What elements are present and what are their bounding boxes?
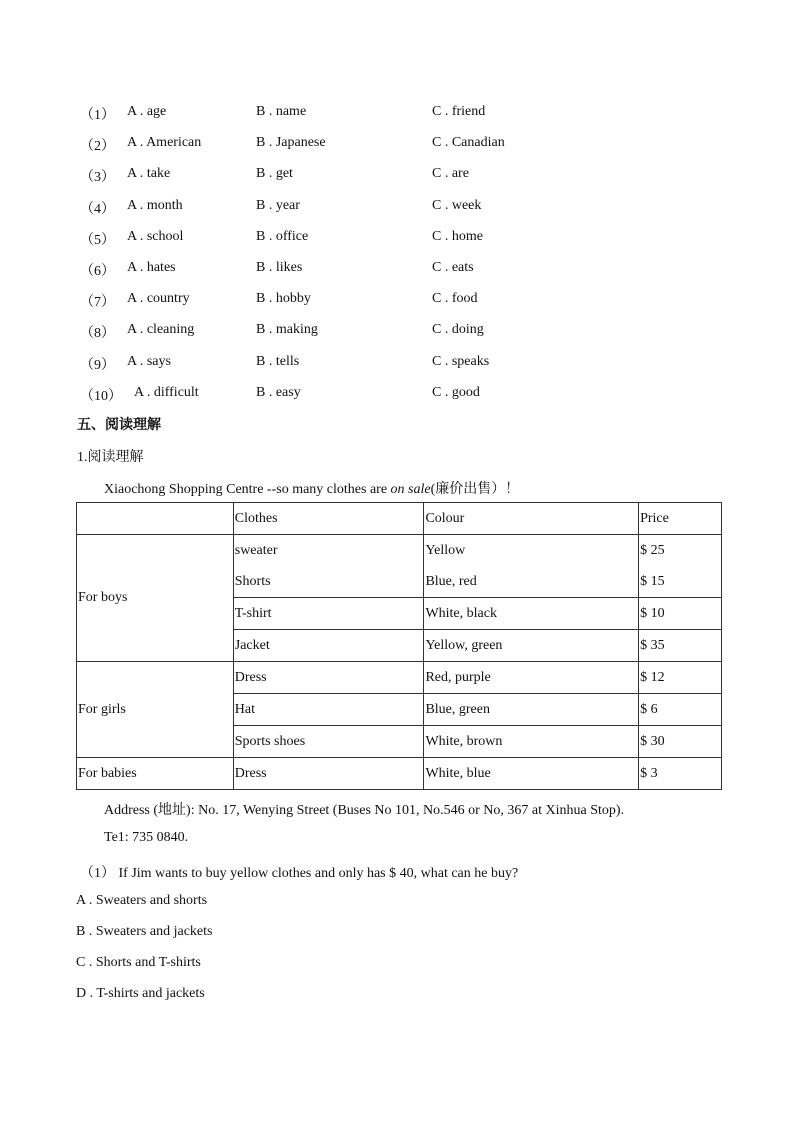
clothes-cell: T-shirt xyxy=(233,598,424,630)
table-row xyxy=(77,662,722,694)
clothes-item: sweater xyxy=(234,543,278,558)
shop-address: Address (地址): No. 17, Wenying Street (Buses No 101, No.546 or No, 367 at Xinhua Stop). xyxy=(104,803,625,818)
option-c: C . speaks xyxy=(432,354,490,369)
choice-row xyxy=(80,260,640,280)
price-cell xyxy=(639,535,722,598)
choice-row xyxy=(80,322,640,342)
colour-cell: Blue, green xyxy=(424,694,639,726)
choice-row xyxy=(80,385,640,405)
option-b: B . hobby xyxy=(256,291,311,306)
option-c: C . home xyxy=(432,229,483,244)
question-number: （5） xyxy=(80,233,115,248)
option-c: C . doing xyxy=(432,322,484,337)
table-row xyxy=(77,535,722,598)
reading-question: （1） If Jim wants to buy yellow clothes and only has $ 40, what can he buy? xyxy=(80,866,519,881)
price-item: $ 25 xyxy=(640,543,665,558)
clothes-cell: Hat xyxy=(233,694,424,726)
option-c: C . Canadian xyxy=(432,135,505,150)
intro-italic-text: on sale xyxy=(390,482,431,497)
option-c: C . friend xyxy=(432,104,486,119)
option-a: A . cleaning xyxy=(127,322,195,337)
option-c: C . week xyxy=(432,198,482,213)
intro-text: Xiaochong Shopping Centre --so many clothes are xyxy=(104,482,391,497)
answer-option: C . Shorts and T-shirts xyxy=(76,955,201,970)
option-c: C . food xyxy=(432,291,478,306)
option-a: A . American xyxy=(127,135,202,150)
option-c: C . eats xyxy=(432,260,474,275)
question-number: （10） xyxy=(80,389,122,404)
option-b: B . making xyxy=(256,322,318,337)
colour-cell xyxy=(424,535,639,598)
question-number: （1） xyxy=(80,108,115,123)
clothes-cell xyxy=(233,535,424,598)
table-header-row xyxy=(77,503,722,535)
option-b: B . Japanese xyxy=(256,135,326,150)
colour-cell: White, brown xyxy=(424,726,639,758)
clothes-cell: Dress xyxy=(233,758,424,790)
choice-row xyxy=(80,104,640,124)
question-number: （7） xyxy=(80,295,115,310)
answer-option: A . Sweaters and shorts xyxy=(76,893,208,908)
choice-row xyxy=(80,291,640,311)
passage-intro xyxy=(104,478,519,498)
answer-option: D . T-shirts and jackets xyxy=(76,986,205,1001)
header-cell: Colour xyxy=(424,503,639,535)
colour-cell: Yellow, green xyxy=(424,630,639,662)
choice-row xyxy=(80,166,640,186)
question-number: （3） xyxy=(80,170,115,185)
question-number: （6） xyxy=(80,264,115,279)
option-b: B . name xyxy=(256,104,307,119)
choice-row xyxy=(80,229,640,249)
choice-row xyxy=(80,354,640,374)
group-label-babies: For babies xyxy=(77,758,234,790)
colour-item: Yellow xyxy=(425,543,466,558)
clothes-item: Shorts xyxy=(234,574,271,589)
colour-cell: White, black xyxy=(424,598,639,630)
option-a: A . age xyxy=(127,104,167,119)
answer-option: B . Sweaters and jackets xyxy=(76,924,213,939)
option-a: A . says xyxy=(127,354,171,369)
shop-telephone: Te1: 735 0840. xyxy=(104,830,189,845)
clothes-cell: Sports shoes xyxy=(233,726,424,758)
question-number: （2） xyxy=(80,139,115,154)
option-a: A . take xyxy=(127,166,171,181)
question-number: （9） xyxy=(80,358,115,373)
option-c: C . are xyxy=(432,166,469,181)
price-cell: $ 6 xyxy=(639,694,722,726)
price-cell: $ 12 xyxy=(639,662,722,694)
table-row xyxy=(77,758,722,790)
colour-cell: Red, purple xyxy=(424,662,639,694)
colour-cell: White, blue xyxy=(424,758,639,790)
group-label-boys: For boys xyxy=(77,535,234,662)
price-item: $ 15 xyxy=(640,574,665,589)
option-b: B . get xyxy=(256,166,293,181)
option-a: A . difficult xyxy=(134,385,199,400)
option-b: B . tells xyxy=(256,354,300,369)
option-c: C . good xyxy=(432,385,480,400)
clothes-price-table xyxy=(76,502,722,790)
colour-item: Blue, red xyxy=(425,574,477,589)
question-number: （4） xyxy=(80,202,115,217)
header-cell: Price xyxy=(639,503,722,535)
clothes-cell: Jacket xyxy=(233,630,424,662)
option-a: A . school xyxy=(127,229,184,244)
group-label-girls: For girls xyxy=(77,662,234,758)
header-cell xyxy=(77,503,234,535)
intro-text-end: (廉价出售）！ xyxy=(430,482,520,497)
option-b: B . likes xyxy=(256,260,303,275)
question-number: （8） xyxy=(80,326,115,341)
choice-row xyxy=(80,135,640,155)
section-subheading: 1.阅读理解 xyxy=(77,450,144,465)
price-cell: $ 3 xyxy=(639,758,722,790)
price-cell: $ 10 xyxy=(639,598,722,630)
section-heading: 五、阅读理解 xyxy=(77,417,161,433)
price-cell: $ 35 xyxy=(639,630,722,662)
header-cell: Clothes xyxy=(233,503,424,535)
option-b: B . year xyxy=(256,198,300,213)
clothes-cell: Dress xyxy=(233,662,424,694)
option-a: A . country xyxy=(127,291,190,306)
option-b: B . easy xyxy=(256,385,301,400)
option-b: B . office xyxy=(256,229,309,244)
option-a: A . month xyxy=(127,198,183,213)
choice-row xyxy=(80,198,640,218)
option-a: A . hates xyxy=(127,260,176,275)
price-cell: $ 30 xyxy=(639,726,722,758)
